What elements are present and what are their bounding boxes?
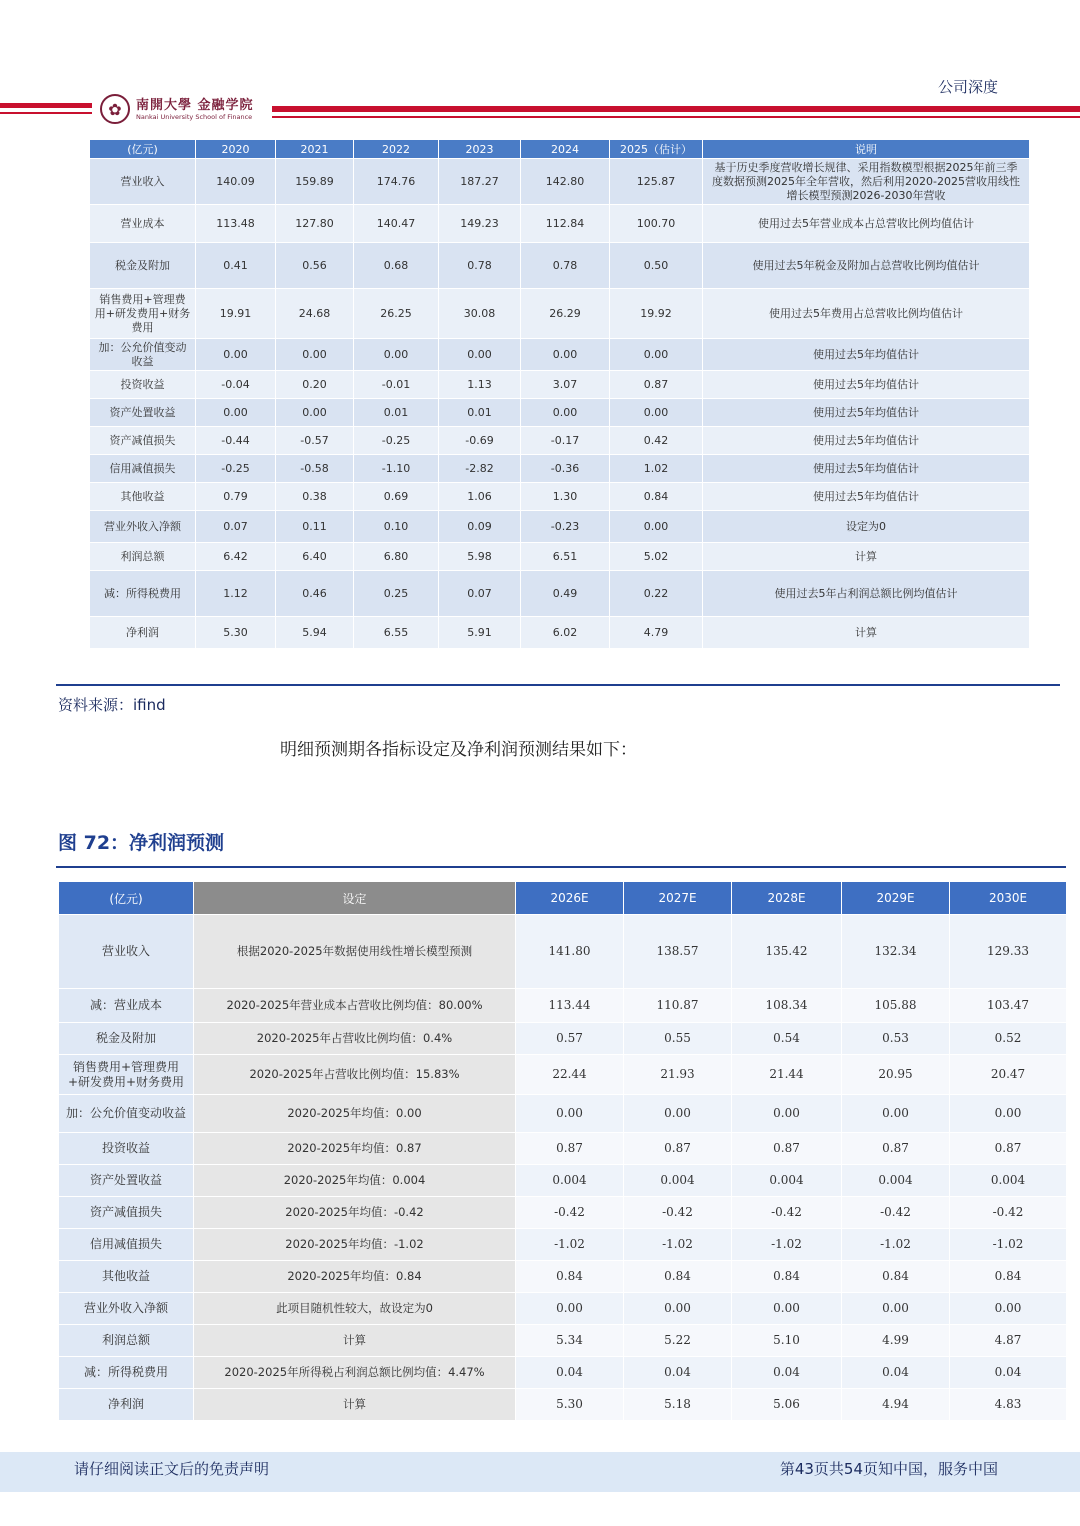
- table2-setting-cell: 2020-2025年均值：0.00: [194, 1095, 516, 1133]
- table1-value-cell: 5.02: [610, 543, 703, 571]
- table2-value-cell: -1.02: [842, 1229, 950, 1261]
- table1-note-cell: 使用过去5年均值估计: [703, 339, 1030, 371]
- table1-value-cell: -0.17: [521, 427, 610, 455]
- table1-value-cell: 125.87: [610, 159, 703, 205]
- table2-value-cell: 0.00: [732, 1293, 842, 1325]
- footer-disclaimer: 请仔细阅读正文后的免责声明: [74, 1460, 270, 1478]
- table2-value-cell: 21.44: [732, 1055, 842, 1095]
- table2-row-label: 资产处置收益: [59, 1165, 194, 1197]
- nankai-logo: [100, 92, 260, 126]
- table2-value-cell: 22.44: [516, 1055, 624, 1095]
- figure-divider: [56, 866, 1066, 868]
- table2-value-cell: 0.54: [732, 1023, 842, 1055]
- table1-value-cell: 0.00: [439, 339, 521, 371]
- table2-value-cell: 4.99: [842, 1325, 950, 1357]
- table2-value-cell: 0.04: [842, 1357, 950, 1389]
- table1-value-cell: 0.00: [521, 399, 610, 427]
- table1-value-cell: 127.80: [276, 205, 354, 243]
- table1-value-cell: 0.00: [276, 339, 354, 371]
- table2-value-cell: 0.04: [516, 1357, 624, 1389]
- table1-value-cell: -1.10: [354, 455, 439, 483]
- table1-row-label: 资产处置收益: [90, 399, 196, 427]
- table1-value-cell: 0.49: [521, 571, 610, 617]
- table1-row: [90, 617, 1030, 649]
- table1-value-cell: 0.20: [276, 371, 354, 399]
- table2-row: [59, 1133, 1067, 1165]
- table1-value-cell: -0.58: [276, 455, 354, 483]
- table2-setting-cell: 根据2020-2025年数据使用线性增长模型预测: [194, 915, 516, 989]
- table2-row: [59, 1389, 1067, 1421]
- table2-row-label: 减：营业成本: [59, 989, 194, 1023]
- table1-note-cell: 使用过去5年营业成本占总营收比例均值估计: [703, 205, 1030, 243]
- table2-value-cell: -1.02: [624, 1229, 732, 1261]
- table1-value-cell: 0.00: [354, 339, 439, 371]
- table2-value-cell: 0.04: [732, 1357, 842, 1389]
- table1-row: [90, 399, 1030, 427]
- table1-note-cell: 使用过去5年均值估计: [703, 483, 1030, 511]
- table1-row: [90, 159, 1030, 205]
- table2-value-cell: 0.84: [624, 1261, 732, 1293]
- table1-value-cell: 3.07: [521, 371, 610, 399]
- table2-value-cell: -1.02: [516, 1229, 624, 1261]
- table1-value-cell: 26.29: [521, 289, 610, 339]
- table1-value-cell: 5.98: [439, 543, 521, 571]
- table2-value-cell: -0.42: [516, 1197, 624, 1229]
- table1-header-cell: 2024: [521, 140, 610, 159]
- table2-row: [59, 1165, 1067, 1197]
- table2-row: [59, 1095, 1067, 1133]
- table2-row: [59, 1055, 1067, 1095]
- table2-row-label: 其他收益: [59, 1261, 194, 1293]
- table2-value-cell: 129.33: [950, 915, 1067, 989]
- table1-value-cell: 6.55: [354, 617, 439, 649]
- table2-value-cell: -0.42: [732, 1197, 842, 1229]
- header-section-label: 公司深度: [937, 78, 998, 96]
- table2-header-cell: 2027E: [624, 882, 732, 915]
- table2-setting-cell: 2020-2025年均值：0.84: [194, 1261, 516, 1293]
- table1-value-cell: 0.22: [610, 571, 703, 617]
- table1-value-cell: 113.48: [196, 205, 276, 243]
- logo-english: Nankai University School of Finance: [136, 113, 253, 121]
- table1-value-cell: 0.01: [354, 399, 439, 427]
- table2-setting-cell: 2020-2025年占营收比例均值：0.4%: [194, 1023, 516, 1055]
- table1-value-cell: 0.68: [354, 243, 439, 289]
- table2-header-cell: 设定: [194, 882, 516, 915]
- table1-value-cell: -0.57: [276, 427, 354, 455]
- table2-setting-cell: 计算: [194, 1389, 516, 1421]
- table1-value-cell: 4.79: [610, 617, 703, 649]
- table2-value-cell: 132.34: [842, 915, 950, 989]
- net-profit-forecast-table: [58, 881, 1067, 1421]
- table2-setting-cell: 2020-2025年所得税占利润总额比例均值：4.47%: [194, 1357, 516, 1389]
- table1-value-cell: 0.07: [196, 511, 276, 543]
- table2-value-cell: 0.57: [516, 1023, 624, 1055]
- table1-value-cell: 140.09: [196, 159, 276, 205]
- table1-row: [90, 455, 1030, 483]
- table2-value-cell: 4.87: [950, 1325, 1067, 1357]
- table1-note-cell: 计算: [703, 543, 1030, 571]
- table2-setting-cell: 计算: [194, 1325, 516, 1357]
- table1-row-label: 资产减值损失: [90, 427, 196, 455]
- table1-value-cell: 0.42: [610, 427, 703, 455]
- table1-row: [90, 243, 1030, 289]
- logo-chinese: 南開大學 金融学院: [136, 98, 254, 113]
- table2-row-label: 税金及附加: [59, 1023, 194, 1055]
- table1-row: [90, 427, 1030, 455]
- table2-value-cell: 0.87: [516, 1133, 624, 1165]
- historical-financials-table: [89, 139, 1030, 649]
- table1-value-cell: 0.87: [610, 371, 703, 399]
- table2-header-cell: 2030E: [950, 882, 1067, 915]
- table2-row: [59, 1261, 1067, 1293]
- table2-header-cell: 2028E: [732, 882, 842, 915]
- table2-value-cell: 0.55: [624, 1023, 732, 1055]
- table1-value-cell: 0.56: [276, 243, 354, 289]
- table1-header-cell: 2023: [439, 140, 521, 159]
- header-bar-right-thin: [272, 116, 1080, 118]
- table1-header-cell: 2020: [196, 140, 276, 159]
- table2-value-cell: -1.02: [732, 1229, 842, 1261]
- table2-value-cell: -1.02: [950, 1229, 1067, 1261]
- table2-row-label: 净利润: [59, 1389, 194, 1421]
- table1-value-cell: -0.04: [196, 371, 276, 399]
- table1-value-cell: 6.02: [521, 617, 610, 649]
- table1-value-cell: 174.76: [354, 159, 439, 205]
- table2-value-cell: 5.06: [732, 1389, 842, 1421]
- table2-value-cell: 20.47: [950, 1055, 1067, 1095]
- table2-value-cell: 0.00: [732, 1095, 842, 1133]
- table2-row: [59, 1023, 1067, 1055]
- table1-value-cell: 100.70: [610, 205, 703, 243]
- table1-value-cell: 0.38: [276, 483, 354, 511]
- table2-header-cell: (亿元): [59, 882, 194, 915]
- table1-value-cell: 140.47: [354, 205, 439, 243]
- table1-row: [90, 483, 1030, 511]
- university-seal-icon: ✿: [100, 94, 130, 124]
- table2-value-cell: 5.30: [516, 1389, 624, 1421]
- table2-value-cell: 110.87: [624, 989, 732, 1023]
- table2-setting-cell: 此项目随机性较大，故设定为0: [194, 1293, 516, 1325]
- table1-value-cell: 0.50: [610, 243, 703, 289]
- table2-setting-cell: 2020-2025年营业成本占营收比例均值：80.00%: [194, 989, 516, 1023]
- table2-row-label: 利润总额: [59, 1325, 194, 1357]
- table1-row: [90, 371, 1030, 399]
- table2-value-cell: 138.57: [624, 915, 732, 989]
- header-bar-left: [0, 103, 92, 108]
- table1-value-cell: 0.00: [610, 399, 703, 427]
- table1-value-cell: -0.23: [521, 511, 610, 543]
- table2-row-label: 投资收益: [59, 1133, 194, 1165]
- table1-header-cell: (亿元): [90, 140, 196, 159]
- header-bar-left-thin: [0, 112, 92, 114]
- table2-value-cell: 135.42: [732, 915, 842, 989]
- table1-header-row: [90, 140, 1030, 159]
- table2-value-cell: 0.004: [842, 1165, 950, 1197]
- table1-value-cell: 0.10: [354, 511, 439, 543]
- table1-value-cell: 0.84: [610, 483, 703, 511]
- table1-row: [90, 339, 1030, 371]
- table2-value-cell: 0.004: [732, 1165, 842, 1197]
- table1-value-cell: 142.80: [521, 159, 610, 205]
- table1-value-cell: 0.00: [610, 511, 703, 543]
- table2-value-cell: 0.52: [950, 1023, 1067, 1055]
- table1-note-cell: 使用过去5年均值估计: [703, 399, 1030, 427]
- table1-value-cell: 0.00: [276, 399, 354, 427]
- table1-value-cell: 0.00: [196, 339, 276, 371]
- table1-value-cell: 5.94: [276, 617, 354, 649]
- table2-value-cell: 108.34: [732, 989, 842, 1023]
- table1-value-cell: -2.82: [439, 455, 521, 483]
- table1-value-cell: -0.25: [196, 455, 276, 483]
- figure-title: 图 72：净利润预测: [58, 832, 225, 854]
- table1-value-cell: 19.92: [610, 289, 703, 339]
- table2-value-cell: 0.00: [842, 1095, 950, 1133]
- table1-row: [90, 511, 1030, 543]
- intro-paragraph: 明细预测期各指标设定及净利润预测结果如下：: [280, 740, 637, 760]
- table1-value-cell: 149.23: [439, 205, 521, 243]
- table1-value-cell: 187.27: [439, 159, 521, 205]
- table1-value-cell: 1.02: [610, 455, 703, 483]
- table2-setting-cell: 2020-2025年均值：-0.42: [194, 1197, 516, 1229]
- table2-value-cell: 0.00: [842, 1293, 950, 1325]
- table1-row-label: 利润总额: [90, 543, 196, 571]
- table1-value-cell: 159.89: [276, 159, 354, 205]
- table1-row-label: 销售费用+管理费用+研发费用+财务费用: [90, 289, 196, 339]
- table2-row-label: 加：公允价值变动收益: [59, 1095, 194, 1133]
- table1-value-cell: 6.51: [521, 543, 610, 571]
- table2-row-label: 销售费用+管理费用+研发费用+财务费用: [59, 1055, 194, 1095]
- table1-value-cell: 0.01: [439, 399, 521, 427]
- table1-value-cell: 0.41: [196, 243, 276, 289]
- table2-value-cell: 113.44: [516, 989, 624, 1023]
- table2-value-cell: 0.00: [950, 1095, 1067, 1133]
- table1-row-label: 减：所得税费用: [90, 571, 196, 617]
- table2-value-cell: 5.10: [732, 1325, 842, 1357]
- table2-value-cell: -0.42: [624, 1197, 732, 1229]
- table2-value-cell: 4.94: [842, 1389, 950, 1421]
- table1-row-label: 其他收益: [90, 483, 196, 511]
- table1-value-cell: 0.00: [610, 339, 703, 371]
- table2-value-cell: 0.53: [842, 1023, 950, 1055]
- table2-row: [59, 1357, 1067, 1389]
- table2-value-cell: 0.00: [516, 1293, 624, 1325]
- table1-value-cell: -0.44: [196, 427, 276, 455]
- table2-value-cell: 103.47: [950, 989, 1067, 1023]
- table1-value-cell: 0.25: [354, 571, 439, 617]
- table1-row-label: 信用减值损失: [90, 455, 196, 483]
- table1-value-cell: 24.68: [276, 289, 354, 339]
- table1-row-label: 加：公允价值变动收益: [90, 339, 196, 371]
- table2-setting-cell: 2020-2025年均值：-1.02: [194, 1229, 516, 1261]
- table1-note-cell: 计算: [703, 617, 1030, 649]
- table1-row: [90, 205, 1030, 243]
- table1-row-label: 净利润: [90, 617, 196, 649]
- table2-value-cell: 0.04: [950, 1357, 1067, 1389]
- table1-value-cell: -0.36: [521, 455, 610, 483]
- table2-value-cell: 20.95: [842, 1055, 950, 1095]
- table2-value-cell: 4.83: [950, 1389, 1067, 1421]
- table2-setting-cell: 2020-2025年占营收比例均值：15.83%: [194, 1055, 516, 1095]
- table2-row-label: 资产减值损失: [59, 1197, 194, 1229]
- table2-header-cell: 2029E: [842, 882, 950, 915]
- table1-note-cell: 使用过去5年均值估计: [703, 455, 1030, 483]
- table2-value-cell: 21.93: [624, 1055, 732, 1095]
- table2-value-cell: 141.80: [516, 915, 624, 989]
- table2-value-cell: 0.00: [624, 1293, 732, 1325]
- table2-value-cell: 0.04: [624, 1357, 732, 1389]
- table2-setting-cell: 2020-2025年均值：0.004: [194, 1165, 516, 1197]
- table2-row-label: 营业收入: [59, 915, 194, 989]
- table1-row: [90, 571, 1030, 617]
- table2-value-cell: 0.004: [624, 1165, 732, 1197]
- table1-row-label: 投资收益: [90, 371, 196, 399]
- table1-value-cell: 0.09: [439, 511, 521, 543]
- table1-note-cell: 使用过去5年费用占总营收比例均值估计: [703, 289, 1030, 339]
- table1-note-cell: 使用过去5年税金及附加占总营收比例均值估计: [703, 243, 1030, 289]
- table2-value-cell: 5.18: [624, 1389, 732, 1421]
- table1-row-label: 营业收入: [90, 159, 196, 205]
- data-source: 资料来源：ifind: [58, 696, 166, 714]
- table1-value-cell: 0.00: [196, 399, 276, 427]
- table1-row-label: 营业成本: [90, 205, 196, 243]
- table1-note-cell: 使用过去5年占利润总额比例均值估计: [703, 571, 1030, 617]
- table1-value-cell: -0.69: [439, 427, 521, 455]
- footer-page-info: 第43页共54页知中国，服务中国: [779, 1460, 998, 1478]
- table1-header-cell: 2022: [354, 140, 439, 159]
- table2-setting-cell: 2020-2025年均值：0.87: [194, 1133, 516, 1165]
- table2-row: [59, 1229, 1067, 1261]
- table2-value-cell: 0.004: [950, 1165, 1067, 1197]
- table1-row-label: 营业外收入净额: [90, 511, 196, 543]
- table2-row: [59, 1293, 1067, 1325]
- table2-row: [59, 989, 1067, 1023]
- source-divider: [56, 684, 1060, 686]
- table1-note-cell: 使用过去5年均值估计: [703, 371, 1030, 399]
- table1-row: [90, 289, 1030, 339]
- table2-value-cell: -0.42: [842, 1197, 950, 1229]
- table1-value-cell: 0.11: [276, 511, 354, 543]
- table2-value-cell: 0.84: [950, 1261, 1067, 1293]
- table2-value-cell: 0.00: [516, 1095, 624, 1133]
- table1-row: [90, 543, 1030, 571]
- table1-note-cell: 使用过去5年均值估计: [703, 427, 1030, 455]
- table1-note-cell: 基于历史季度营收增长规律、采用指数模型根据2025年前三季度数据预测2025年全年营收，然后利用2020-2025营收用线性增长模型预测2026-2030年营收: [703, 159, 1030, 205]
- table1-value-cell: 0.78: [439, 243, 521, 289]
- table1-value-cell: 0.00: [521, 339, 610, 371]
- table2-value-cell: 0.00: [950, 1293, 1067, 1325]
- table2-value-cell: 105.88: [842, 989, 950, 1023]
- table1-value-cell: 0.78: [521, 243, 610, 289]
- table1-value-cell: 26.25: [354, 289, 439, 339]
- table1-header-cell: 2025（估计）: [610, 140, 703, 159]
- table2-value-cell: 0.84: [842, 1261, 950, 1293]
- table2-row: [59, 1325, 1067, 1357]
- table2-row-label: 营业外收入净额: [59, 1293, 194, 1325]
- table1-value-cell: 1.06: [439, 483, 521, 511]
- table1-value-cell: 0.07: [439, 571, 521, 617]
- table1-value-cell: 112.84: [521, 205, 610, 243]
- table2-row: [59, 1197, 1067, 1229]
- table1-value-cell: 6.80: [354, 543, 439, 571]
- table1-value-cell: 5.30: [196, 617, 276, 649]
- table2-header-row: [59, 882, 1067, 915]
- table1-note-cell: 设定为0: [703, 511, 1030, 543]
- table2-header-cell: 2026E: [516, 882, 624, 915]
- table2-value-cell: 0.87: [732, 1133, 842, 1165]
- table1-value-cell: -0.01: [354, 371, 439, 399]
- table1-row-label: 税金及附加: [90, 243, 196, 289]
- table1-value-cell: 0.79: [196, 483, 276, 511]
- table2-value-cell: 0.87: [842, 1133, 950, 1165]
- table2-value-cell: 5.34: [516, 1325, 624, 1357]
- table1-value-cell: 0.69: [354, 483, 439, 511]
- table2-value-cell: 0.84: [732, 1261, 842, 1293]
- table2-value-cell: -0.42: [950, 1197, 1067, 1229]
- table2-value-cell: 0.87: [950, 1133, 1067, 1165]
- table1-value-cell: 1.30: [521, 483, 610, 511]
- table2-row-label: 信用减值损失: [59, 1229, 194, 1261]
- table1-value-cell: 19.91: [196, 289, 276, 339]
- header-bar-right: [272, 106, 1080, 112]
- table2-row-label: 减：所得税费用: [59, 1357, 194, 1389]
- table2-value-cell: 0.00: [624, 1095, 732, 1133]
- table1-value-cell: 6.42: [196, 543, 276, 571]
- table1-value-cell: 5.91: [439, 617, 521, 649]
- table2-value-cell: 5.22: [624, 1325, 732, 1357]
- table1-value-cell: 1.12: [196, 571, 276, 617]
- table1-header-cell: 2021: [276, 140, 354, 159]
- table1-value-cell: 0.46: [276, 571, 354, 617]
- table1-value-cell: 30.08: [439, 289, 521, 339]
- table1-header-cell: 说明: [703, 140, 1030, 159]
- table1-value-cell: 1.13: [439, 371, 521, 399]
- table1-value-cell: 6.40: [276, 543, 354, 571]
- table2-value-cell: 0.87: [624, 1133, 732, 1165]
- table2-row: [59, 915, 1067, 989]
- table2-value-cell: 0.004: [516, 1165, 624, 1197]
- table1-value-cell: -0.25: [354, 427, 439, 455]
- table2-value-cell: 0.84: [516, 1261, 624, 1293]
